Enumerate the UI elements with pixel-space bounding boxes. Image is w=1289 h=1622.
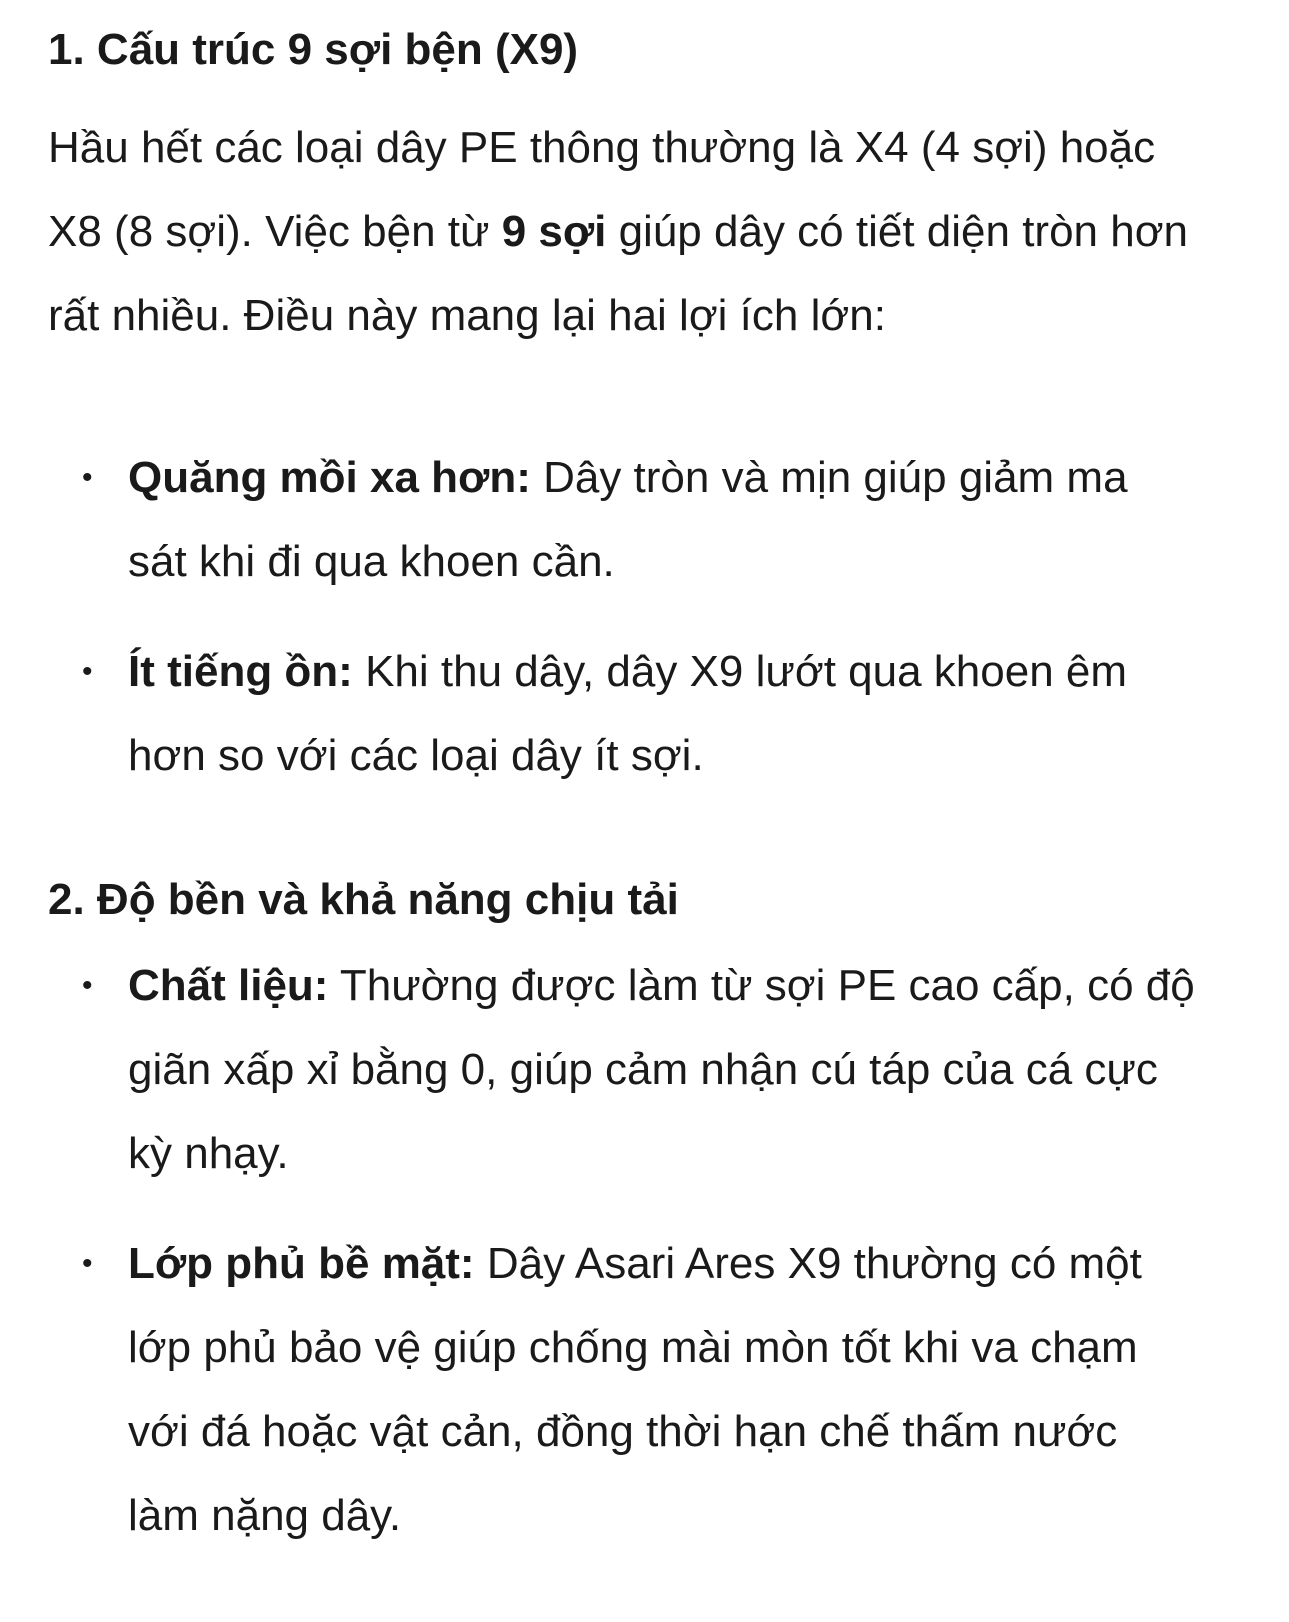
structure-bullet-list-wrap [48,436,1229,798]
list-item [48,1222,1198,1558]
durability-bullet-list [48,944,1229,1558]
bullet-icon: • [82,655,93,688]
intro-text-part2: giúp dây có tiết diện tròn hơn rất nhiều. Điều này mang lại hai lợi ích lớn: [48,207,1189,340]
structure-bullet-list [48,436,1229,798]
list-item [48,436,1198,604]
durability-bullet-list-wrap [48,944,1229,1558]
intro-paragraph [48,106,1198,358]
section-structure-body [48,106,1229,358]
section-structure [48,24,1229,76]
bullet-icon: • [82,969,93,1002]
section-durability [48,874,1229,926]
section-heading: 2. Độ bền và khả năng chịu tải [48,875,679,924]
section-heading: 1. Cấu trúc 9 sợi bện (X9) [48,25,579,74]
bullet-text: Dây tròn và mịn giúp giảm ma sát khi đi qua khoen cần. [128,453,1128,586]
bullet-title: Ít tiếng ồn: [128,647,353,696]
bullet-text: Thường được làm từ sợi PE cao cấp, có độ giãn xấp xỉ bằng 0, giúp cảm nhận cú táp của cá cực kỳ nhạy. [128,961,1195,1178]
bullet-title: Lớp phủ bề mặt: [128,1239,475,1288]
bullet-text: Dây Asari Ares X9 thường có một lớp phủ bảo vệ giúp chống mài mòn tốt khi va chạm với đá hoặc vật cản, đồng thời hạn chế thấm nước làm nặng dây. [128,1239,1142,1540]
intro-bold-text: 9 sợi [501,207,607,256]
bullet-icon: • [82,1247,93,1280]
bullet-icon: • [82,461,93,494]
bullet-title: Quăng mồi xa hơn: [128,453,531,502]
list-item [48,630,1198,798]
intro-text-part1: Hầu hết các loại dây PE thông thường là X4 (4 sợi) hoặc X8 (8 sợi). Việc bện từ [48,123,1156,256]
bullet-title: Chất liệu: [128,961,329,1010]
bullet-text: Khi thu dây, dây X9 lướt qua khoen êm hơn so với các loại dây ít sợi. [128,647,1128,780]
list-item [48,944,1198,1196]
